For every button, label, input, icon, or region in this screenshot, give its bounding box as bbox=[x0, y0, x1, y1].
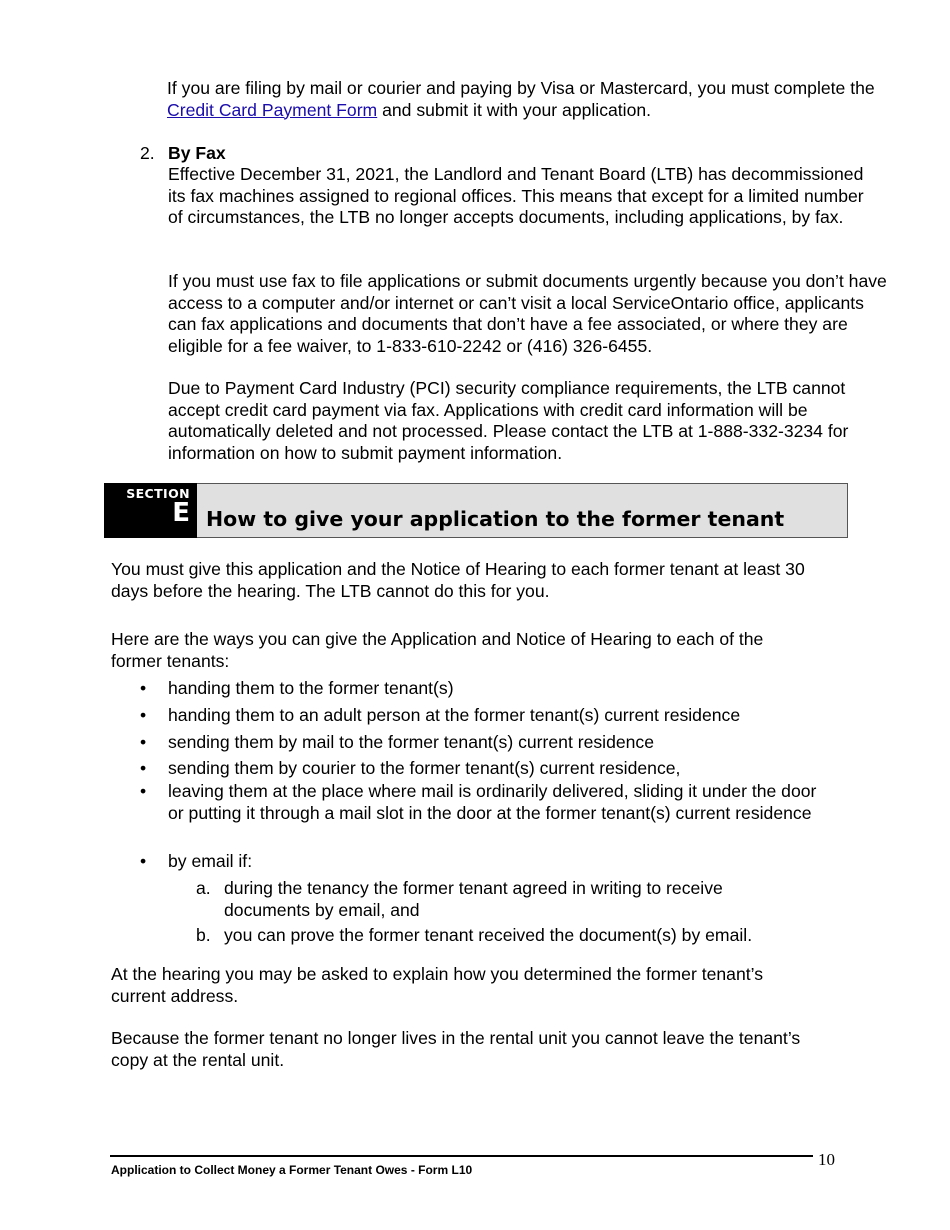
bullet-item: sending them by courier to the former tenant(s) current residence, bbox=[168, 758, 681, 778]
ways-intro-paragraph: Here are the ways you can give the Application and Notice of Hearing to each of the former tenants: bbox=[111, 629, 764, 671]
section-word: SECTION bbox=[126, 486, 190, 501]
fax-item-number: 2. bbox=[140, 143, 155, 163]
fax-heading: By Fax bbox=[168, 143, 226, 163]
section-title: How to give your application to the former tenant bbox=[206, 507, 785, 531]
rental-unit-note: Because the former tenant no longer lives in the rental unit you cannot leave the tenant’s copy at the rental unit. bbox=[111, 1028, 801, 1070]
fax-paragraph-3: Due to Payment Card Industry (PCI) security compliance requirements, the LTB cannot accept credit card payment via fax. Applications with credit card information will be automatically deleted and not processed. Please contact the LTB at 1-888-332-3234 for information on how to submit payment information. bbox=[168, 378, 849, 463]
hearing-note: At the hearing you may be asked to explain how you determined the former tenant’s current address. bbox=[111, 964, 764, 1006]
credit-card-instruction bbox=[167, 78, 937, 121]
bullet-marker: • bbox=[140, 705, 147, 725]
credit-card-payment-form-link[interactable]: Credit Card Payment Form bbox=[167, 99, 378, 120]
bullet-marker: • bbox=[140, 851, 147, 871]
section-tag bbox=[104, 483, 197, 538]
sub-item-text: during the tenancy the former tenant agreed in writing to receive documents by email, and bbox=[224, 878, 723, 920]
fax-paragraph-1: Effective December 31, 2021, the Landlord and Tenant Board (LTB) has decommissioned its fax machines assigned to regional offices. This means that except for a limited number of circumstances, the LTB no longer accepts documents, including applications, by fax. bbox=[168, 164, 864, 227]
footer-rule bbox=[110, 1155, 813, 1157]
intro-paragraph: You must give this application and the Notice of Hearing to each former tenant at least 30 days before the hearing. The LTB cannot do this for you. bbox=[111, 559, 805, 601]
bullet-marker: • bbox=[140, 678, 147, 698]
bullet-item: sending them by mail to the former tenant(s) current residence bbox=[168, 732, 655, 752]
bullet-item: handing them to an adult person at the former tenant(s) current residence bbox=[168, 705, 741, 725]
fax-paragraph-2: If you must use fax to file applications or submit documents urgently because you don’t have access to a computer and/or internet or can’t visit a local ServiceOntario office, applicants can fax applications and documents that don’t have a fee associated, or where they are eligible for a fee waiver, to 1-833-610-2242 or (416) 326-6455. bbox=[168, 271, 887, 356]
bullet-marker: • bbox=[140, 758, 147, 778]
bullet-item: leaving them at the place where mail is ordinarily delivered, sliding it under the door or putting it through a mail slot in the door at the former tenant(s) current residence bbox=[168, 781, 817, 823]
bullet-item: by email if: bbox=[168, 851, 253, 871]
credit-card-instruction-line1: If you are filing by mail or courier and paying by Visa or Mastercard, you must complete the bbox=[167, 78, 875, 98]
sub-item-text: you can prove the former tenant received the document(s) by email. bbox=[224, 925, 753, 945]
bullet-item: handing them to the former tenant(s) bbox=[168, 678, 454, 698]
section-letter: E bbox=[172, 498, 190, 528]
bullet-marker: • bbox=[140, 781, 147, 801]
sub-item-letter: a. bbox=[196, 878, 211, 898]
credit-card-instruction-line2: and submit it with your application. bbox=[377, 99, 652, 120]
page-number: 10 bbox=[818, 1150, 835, 1169]
sub-item-letter: b. bbox=[196, 925, 211, 945]
footer-form-title: Application to Collect Money a Former Tenant Owes - Form L10 bbox=[111, 1163, 473, 1177]
bullet-marker: • bbox=[140, 732, 147, 752]
